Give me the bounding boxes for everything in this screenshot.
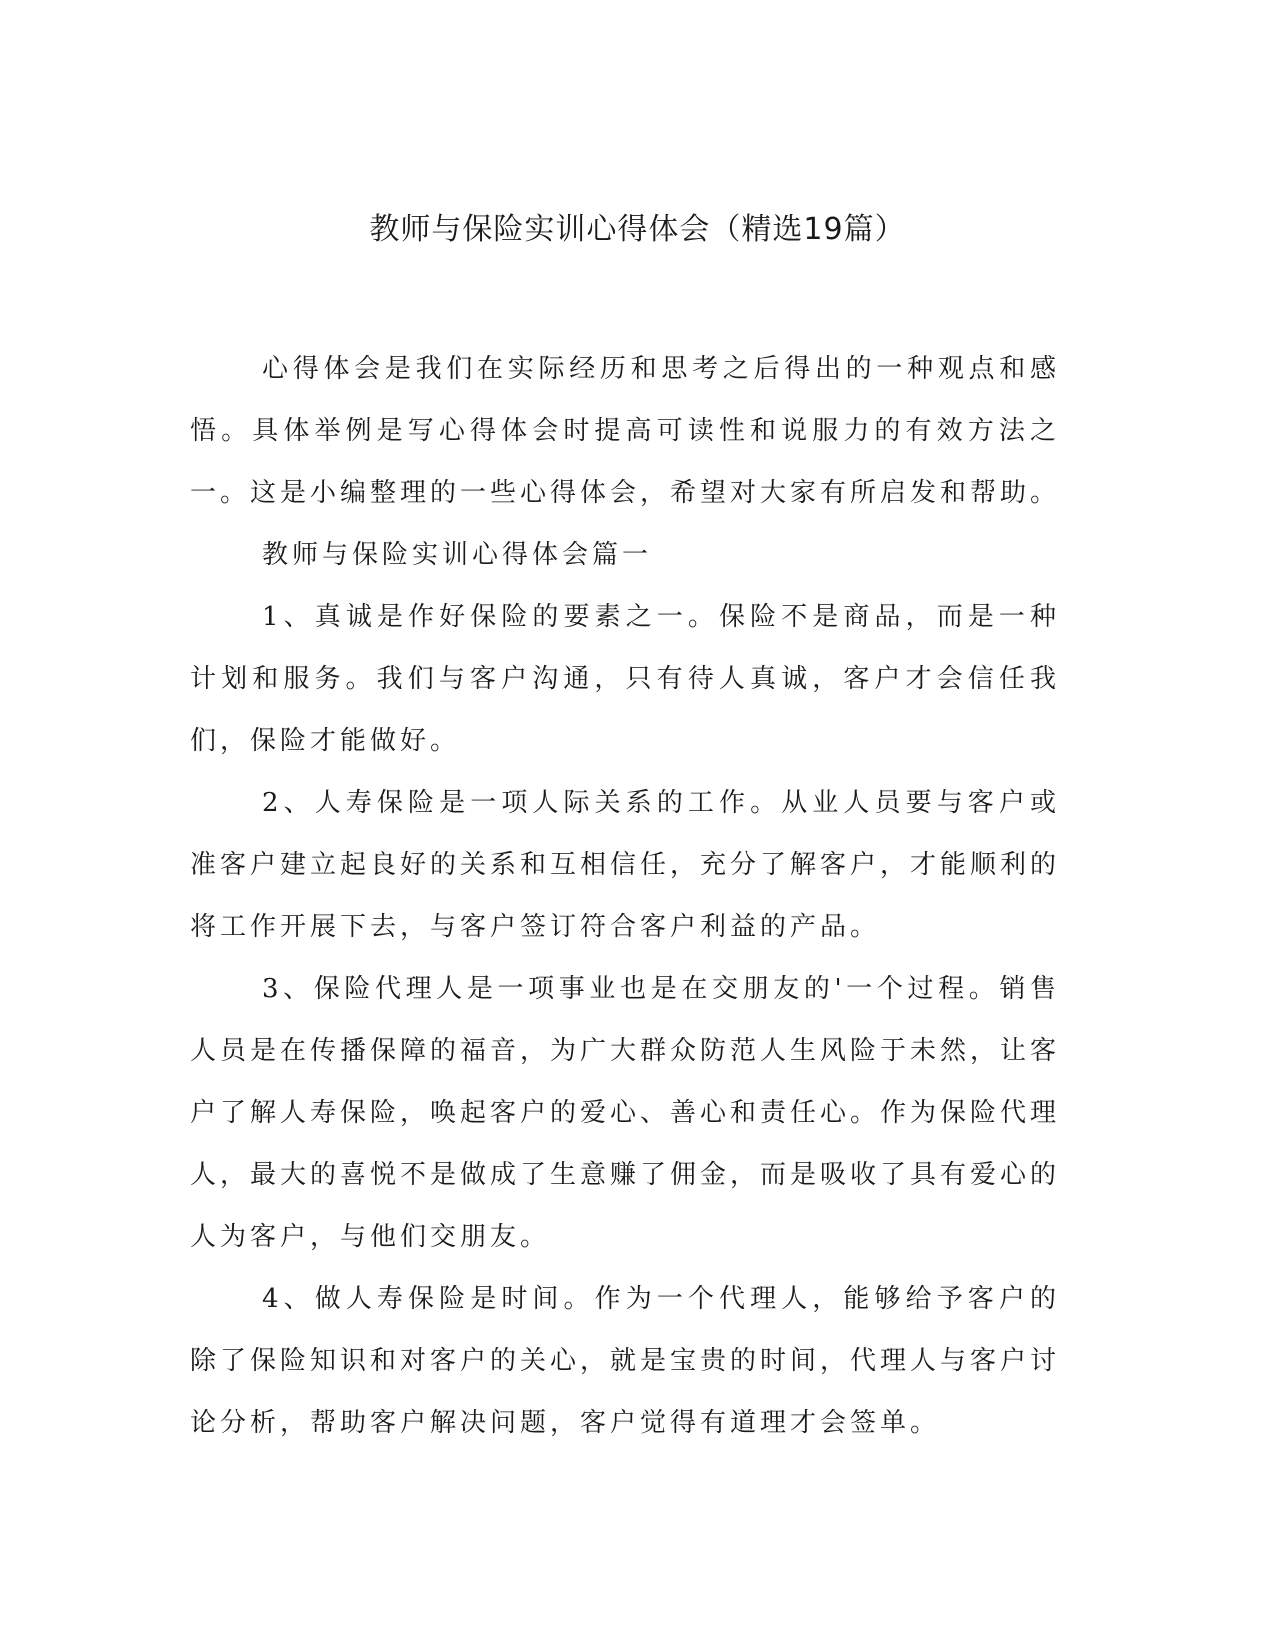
document-body <box>190 338 1060 1454</box>
section-heading: 教师与保险实训心得体会篇一 <box>262 540 653 570</box>
intro-paragraph: 心得体会是我们在实际经历和思考之后得出的一种观点和感悟。具体举例是写心得体会时提高可读性和说服力的有效方法之一。这是小编整理的一些心得体会，希望对大家有所启发和帮助。 <box>190 354 1061 508</box>
paragraph-4: 4、做人寿保险是时间。作为一个代理人，能够给予客户的除了保险知识和对客户的关心，就是宝贵的时间，代理人与客户讨论分析，帮助客户解决问题，客户觉得有道理才会签单。 <box>190 1284 1061 1438</box>
paragraph-1: 1、真诚是作好保险的要素之一。保险不是商品，而是一种计划和服务。我们与客户沟通，只有待人真诚，客户才会信任我们，保险才能做好。 <box>190 602 1060 756</box>
document-title: 教师与保险实训心得体会（精选19篇） <box>369 212 906 247</box>
paragraph-3: 3、保险代理人是一项事业也是在交朋友的'一个过程。销售人员是在传播保障的福音，为广大群众防范人生风险于未然，让客户了解人寿保险，唤起客户的爱心、善心和责任心。作为保险代理人，最大的喜悦不是做成了生意赚了佣金，而是吸收了具有爱心的人为客户，与他们交朋友。 <box>190 974 1061 1252</box>
paragraph-2: 2、人寿保险是一项人际关系的工作。从业人员要与客户或准客户建立起良好的关系和互相信任，充分了解客户，才能顺利的将工作开展下去，与客户签订符合客户利益的产品。 <box>190 788 1061 942</box>
